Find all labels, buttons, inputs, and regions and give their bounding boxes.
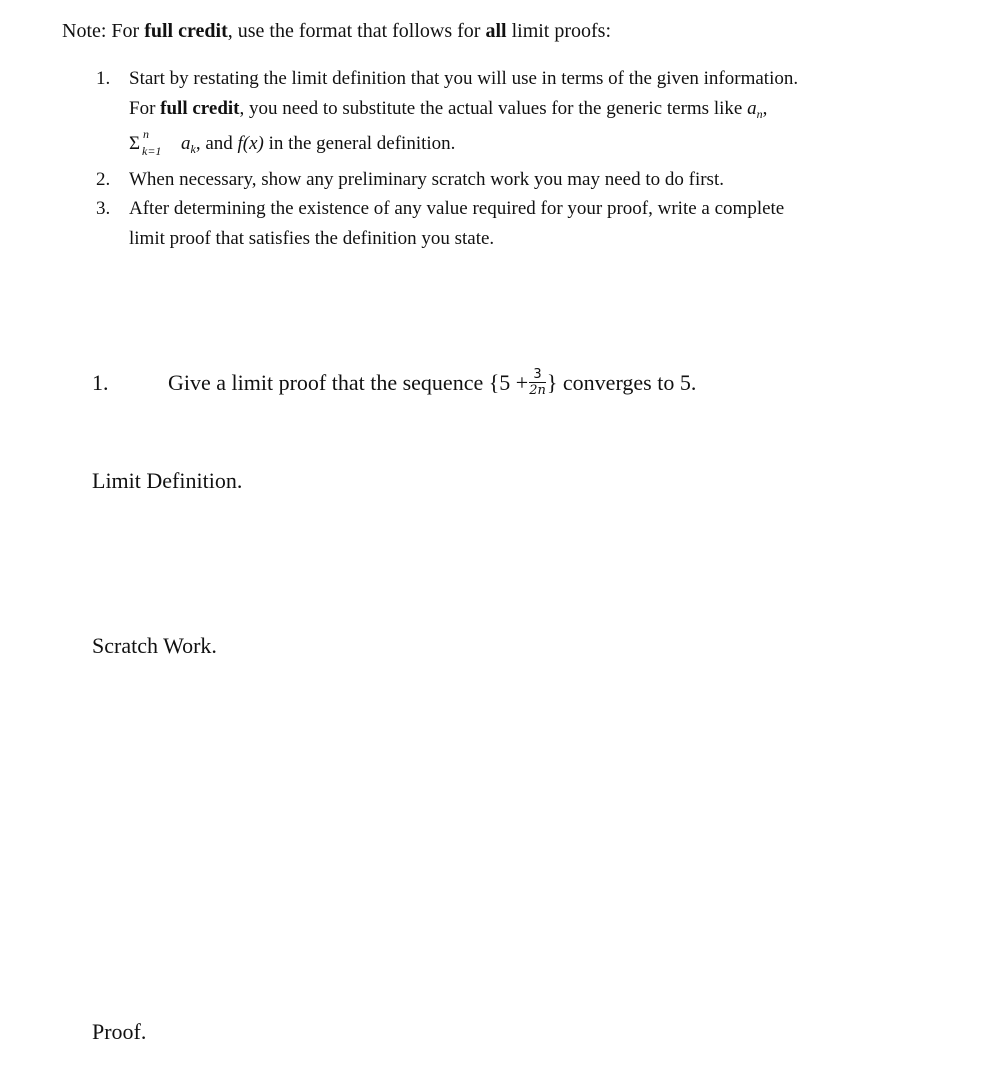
instruction-item-1 [96, 64, 926, 165]
note-middle: , use the format that follows for [227, 20, 486, 42]
math-a-n-base: a [747, 97, 757, 119]
problem-statement [168, 366, 696, 400]
math-f-of-x: f(x) [237, 133, 264, 154]
summation-upper-bound: n [143, 127, 149, 141]
math-summation [129, 129, 181, 159]
math-a-k [181, 133, 196, 154]
limit-definition-heading: Limit Definition. [92, 468, 243, 493]
instruction-3-line-1: After determining the existence of any value required for your proof, write a complete [129, 198, 785, 219]
note-suffix: limit proofs: [506, 20, 612, 42]
math-a-k-subscript: k [190, 142, 196, 156]
instruction-number: 2. [96, 168, 111, 190]
summation-lower-bound: k=1 [142, 144, 162, 158]
math-a-k-base: a [181, 133, 191, 154]
instruction-1-line-3 [129, 129, 926, 165]
instruction-1-line-2-prefix: For [129, 97, 161, 119]
instruction-item-3 [96, 194, 926, 253]
instruction-1-bold-full-credit: full credit [160, 97, 240, 119]
problem-text-before: Give a limit proof that the sequence {5 + [168, 370, 529, 395]
instruction-1-line-3-mid: , and [195, 133, 238, 154]
note-bold-all: all [485, 20, 507, 42]
instruction-3-line-2: limit proof that satisfies the definition you state. [129, 227, 495, 249]
instruction-1-line-2 [129, 94, 926, 130]
instruction-1-line-1: Start by restating the limit definition that you will use in terms of the given information. [129, 68, 799, 89]
instruction-1-line-2-suffix: , you need to substitute the actual values for the generic terms like [239, 97, 748, 119]
problem-text-after: } converges to 5. [546, 370, 697, 395]
fraction-numerator: 3 [529, 367, 546, 383]
note-bold-full-credit: full credit [144, 20, 228, 42]
instruction-1-line-2-end: , [762, 97, 768, 119]
scratch-work-heading: Scratch Work. [92, 633, 217, 658]
instruction-2-line-1: When necessary, show any preliminary scratch work you may need to do first. [129, 168, 724, 190]
instruction-number: 3. [96, 198, 111, 219]
instruction-item-2 [96, 165, 926, 195]
instructions-note [62, 17, 611, 45]
instruction-number: 1. [96, 68, 111, 89]
instruction-list [96, 64, 926, 253]
math-a-n [747, 98, 763, 119]
problem-number: 1. [92, 370, 109, 395]
proof-heading: Proof. [92, 1019, 147, 1044]
sigma-symbol: Σ [129, 133, 141, 154]
math-a-n-subscript: n [756, 106, 763, 121]
fraction-denominator: 2n [529, 383, 546, 399]
fraction-3-over-2n [529, 367, 546, 398]
note-prefix: Note: For [62, 20, 145, 42]
instruction-1-line-3-end: in the general definition. [263, 133, 456, 154]
